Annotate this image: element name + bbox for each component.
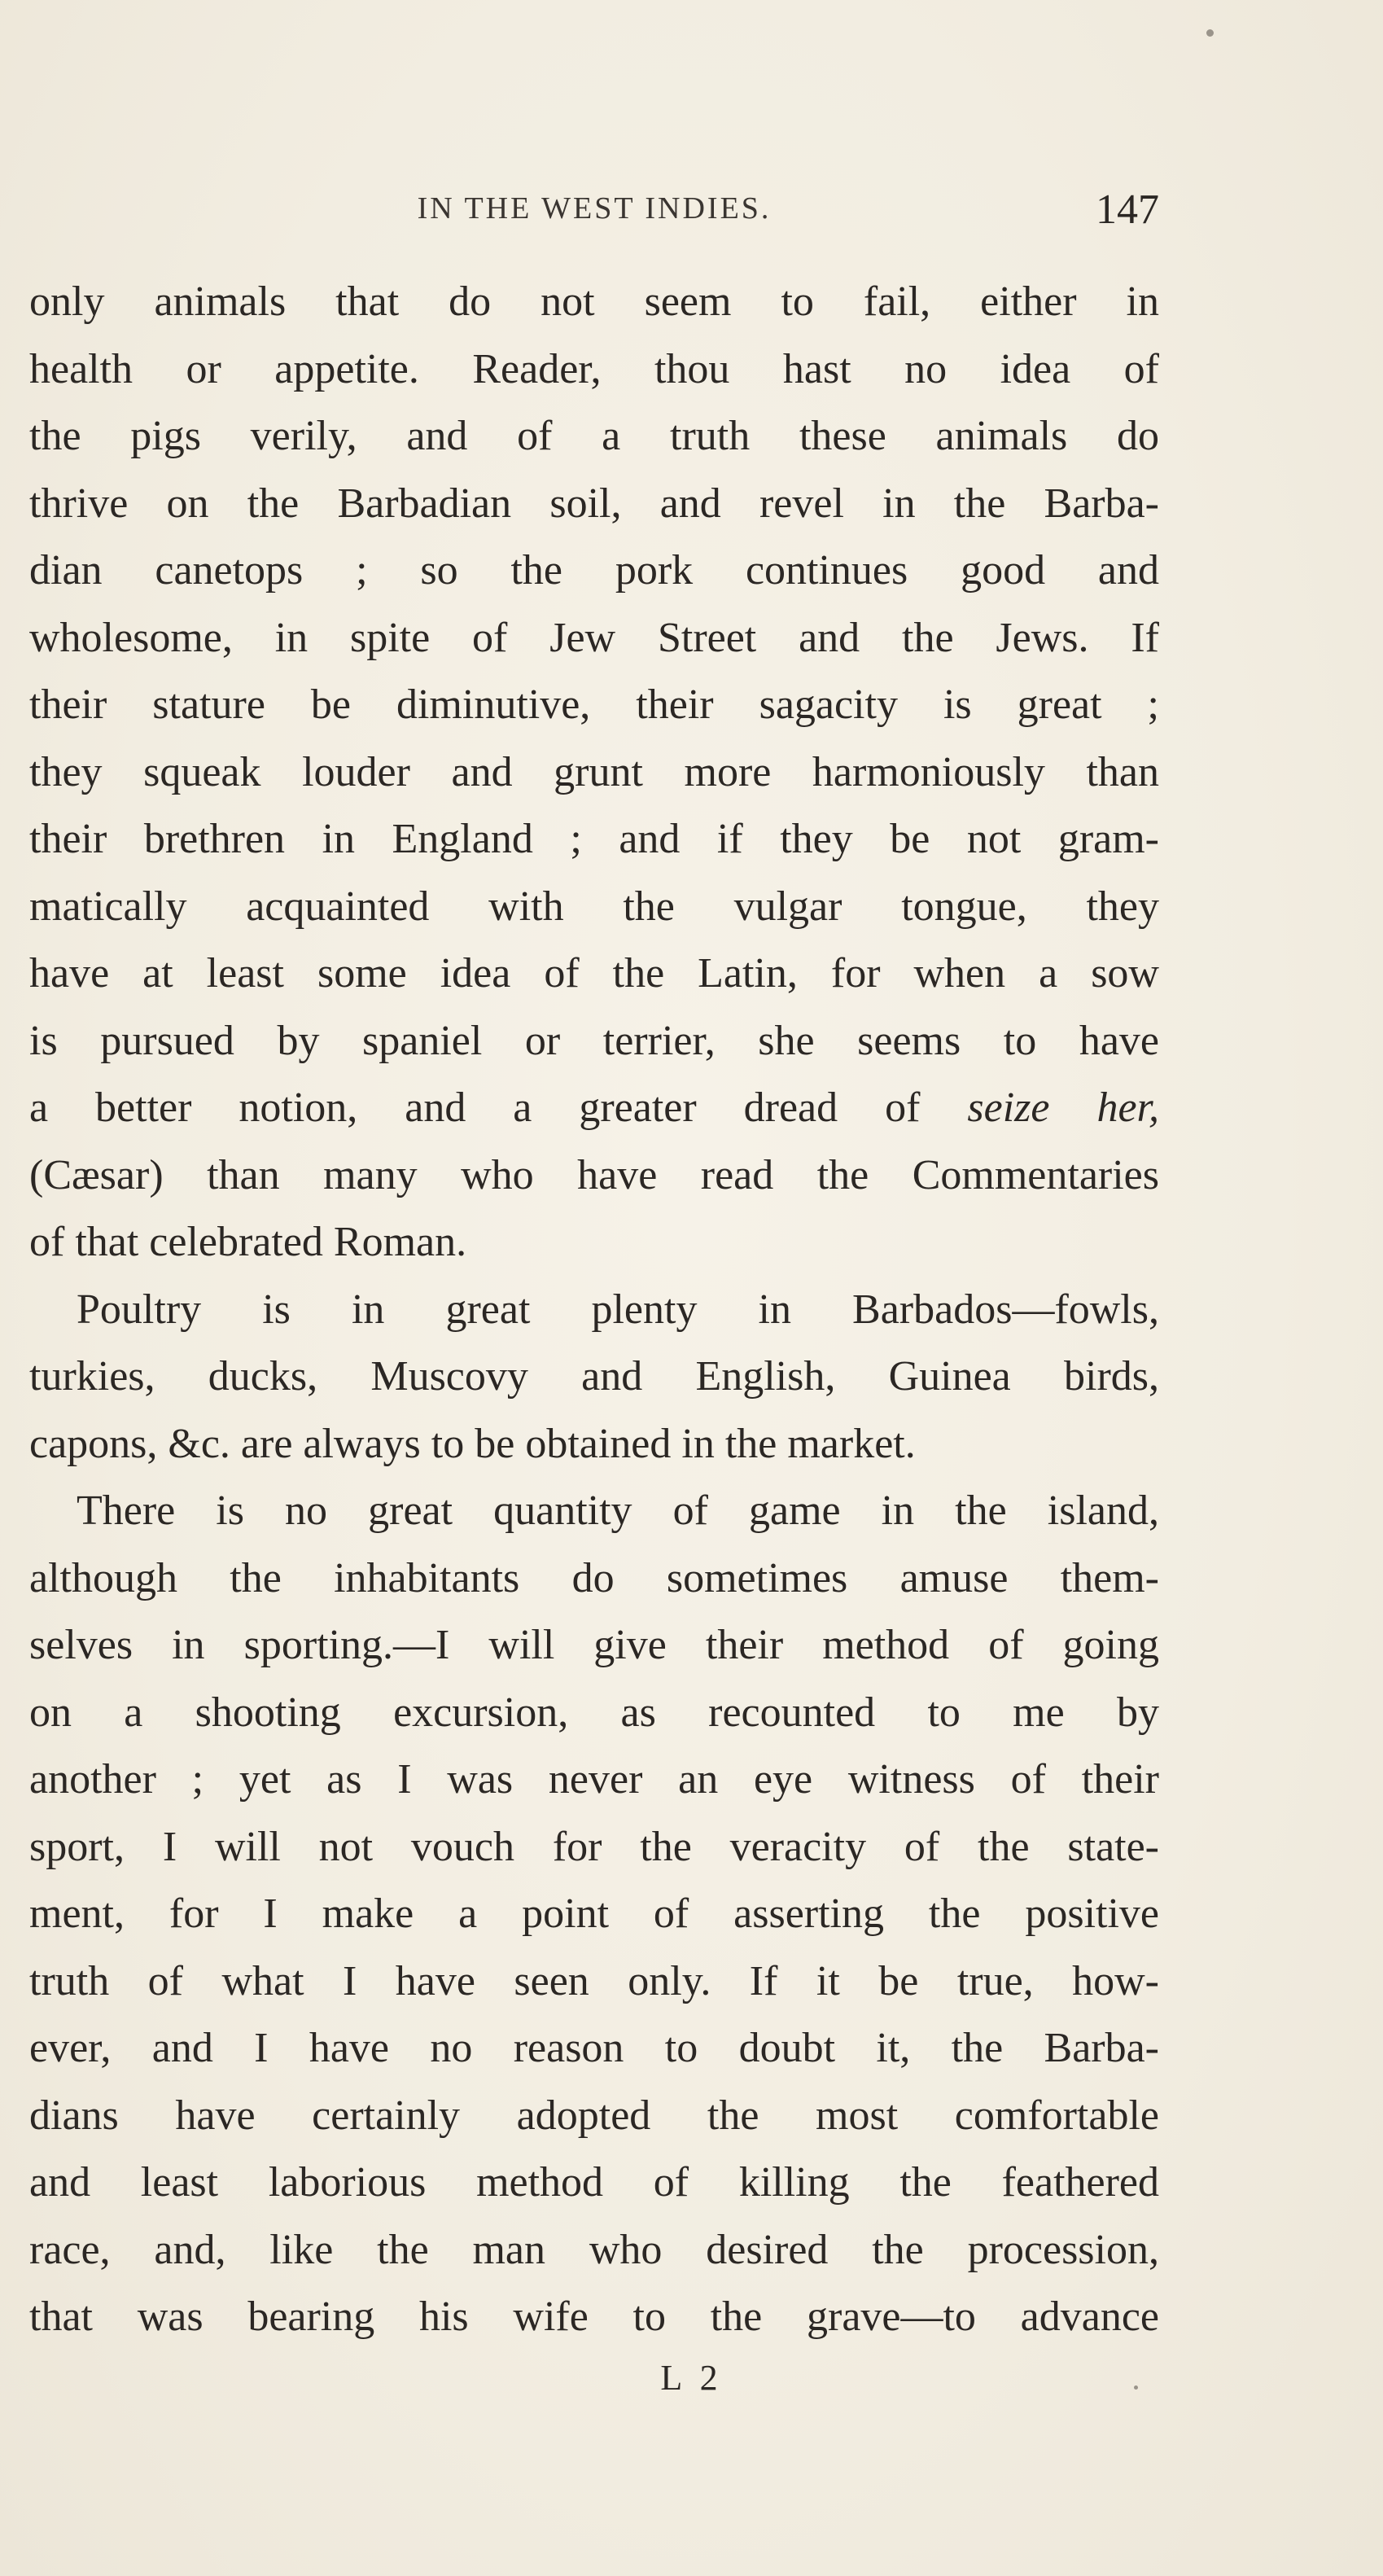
paragraph-start-line: There is no great quantity of game in the island, bbox=[77, 1487, 1159, 1534]
italic-phrase: seize her, bbox=[967, 1084, 1159, 1131]
text-line: (Cæsar) than many who have read the Commentaries bbox=[29, 1151, 1159, 1198]
text-line: and least laborious method of killing the feathered bbox=[29, 2159, 1159, 2206]
text-line: thrive on the Barbadian soil, and revel in the Barba- bbox=[29, 480, 1159, 527]
text-line-with-italic bbox=[29, 1075, 1159, 1142]
text-line: ment, for I make a point of asserting the positive bbox=[29, 1890, 1159, 1937]
text-line: dians have certainly adopted the most comfortable bbox=[29, 2092, 1159, 2139]
signature-mark: L 2 bbox=[660, 2358, 723, 2398]
text-line: the pigs verily, and of a truth these animals do bbox=[29, 413, 1159, 459]
text-line: ever, and I have no reason to doubt it, the Barba- bbox=[29, 2025, 1159, 2071]
text-line: only animals that do not seem to fail, either in bbox=[29, 278, 1159, 325]
text-line: another ; yet as I was never an eye witness of their bbox=[29, 1756, 1159, 1803]
text-line: health or appetite. Reader, thou hast no idea of bbox=[29, 345, 1159, 392]
paragraph-start-line: Poultry is in great plenty in Barbados—fowls, bbox=[77, 1286, 1159, 1333]
text-line: turkies, ducks, Muscovy and English, Guinea birds, bbox=[29, 1353, 1159, 1400]
text-line: is pursued by spaniel or terrier, she seems to have bbox=[29, 1017, 1159, 1064]
text-line: selves in sporting.—I will give their method of going bbox=[29, 1622, 1159, 1668]
paragraph-end-line: capons, &c. are always to be obtained in the market. bbox=[29, 1420, 916, 1467]
text-line: that was bearing his wife to the grave—to advance bbox=[29, 2293, 1159, 2340]
text-line: race, and, like the man who desired the procession, bbox=[29, 2226, 1159, 2273]
text-line: their stature be diminutive, their sagacity is great ; bbox=[29, 681, 1159, 728]
text-line: wholesome, in spite of Jew Street and the Jews. If bbox=[29, 614, 1159, 661]
text-line: although the inhabitants do sometimes amuse them- bbox=[29, 1554, 1159, 1601]
page-number: 147 bbox=[1096, 186, 1159, 233]
text-line: have at least some idea of the Latin, for when a sow bbox=[29, 950, 1159, 997]
text-line: sport, I will not vouch for the veracity of the state- bbox=[29, 1823, 1159, 1870]
paper-speck bbox=[1134, 2385, 1138, 2390]
text-line: they squeak louder and grunt more harmoniously than bbox=[29, 748, 1159, 795]
text-line: their brethren in England ; and if they be not gram- bbox=[29, 816, 1159, 862]
page-header bbox=[29, 186, 1159, 243]
paragraph-end-line: of that celebrated Roman. bbox=[29, 1219, 467, 1265]
text-line: truth of what I have seen only. If it be true, how- bbox=[29, 1957, 1159, 2004]
text-line: matically acquainted with the vulgar tongue, they bbox=[29, 883, 1159, 930]
text-segment: a better notion, and a greater dread of bbox=[29, 1084, 968, 1131]
text-line: dian canetops ; so the pork continues good and bbox=[29, 547, 1159, 594]
text-line: on a shooting excursion, as recounted to me by bbox=[29, 1689, 1159, 1736]
running-head: IN THE WEST INDIES. bbox=[417, 191, 772, 226]
paper-speck bbox=[1206, 29, 1214, 37]
body-text bbox=[29, 269, 1159, 2351]
